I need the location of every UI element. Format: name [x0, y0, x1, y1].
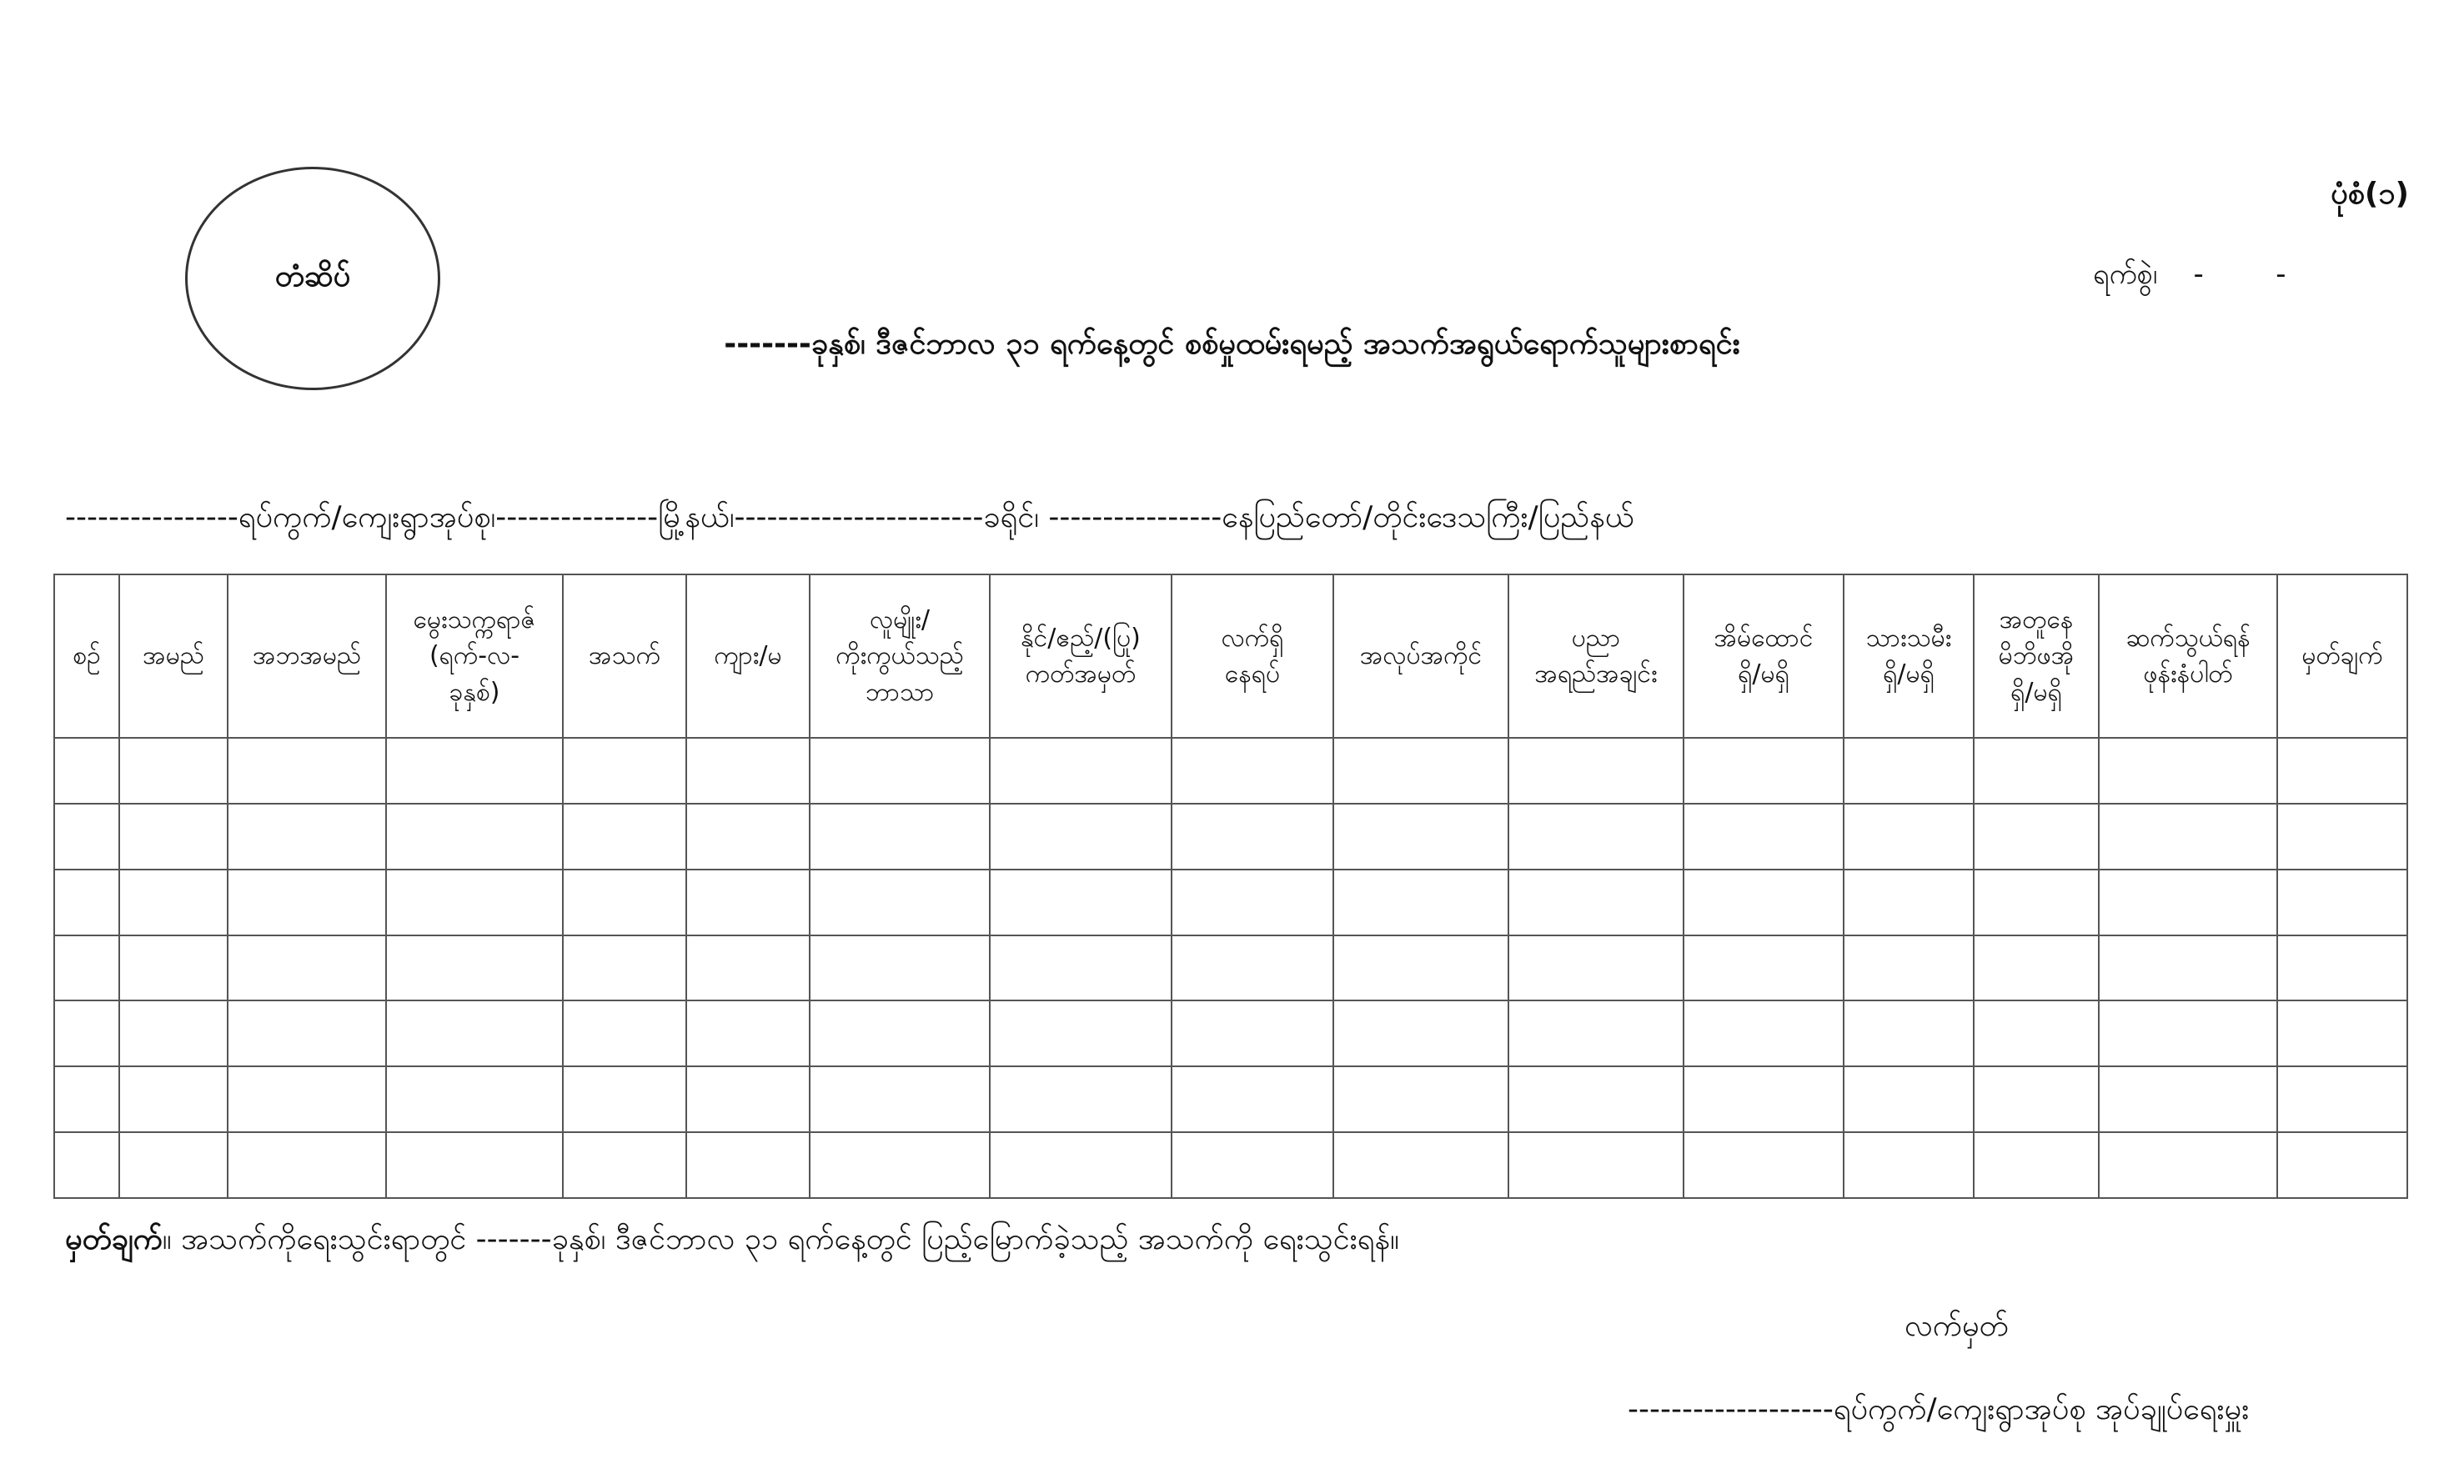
table-cell[interactable]	[2099, 1000, 2277, 1066]
table-cell[interactable]	[990, 935, 1172, 1001]
table-cell[interactable]	[1974, 738, 2099, 804]
table-cell[interactable]	[686, 935, 810, 1001]
table-cell[interactable]	[1974, 1066, 2099, 1132]
table-cell[interactable]	[119, 804, 228, 870]
table-cell[interactable]	[1974, 1000, 2099, 1066]
table-cell[interactable]	[1508, 1132, 1684, 1198]
column-header: လူမျိုး/ ကိုးကွယ်သည့် ဘာသာ	[810, 574, 990, 738]
table-cell[interactable]	[2099, 804, 2277, 870]
table-cell[interactable]	[2099, 738, 2277, 804]
table-cell[interactable]	[386, 1000, 563, 1066]
table-cell[interactable]	[1974, 870, 2099, 935]
table-row	[54, 1132, 2407, 1198]
table-cell[interactable]	[119, 935, 228, 1001]
table-cell[interactable]	[686, 1000, 810, 1066]
table-cell[interactable]	[1333, 804, 1508, 870]
table-cell[interactable]	[386, 1132, 563, 1198]
table-cell[interactable]	[54, 1066, 119, 1132]
table-cell[interactable]	[228, 1066, 386, 1132]
table-cell[interactable]	[386, 935, 563, 1001]
table-cell[interactable]	[228, 870, 386, 935]
table-cell[interactable]	[686, 870, 810, 935]
seal-label: တံဆိပ်	[274, 259, 351, 293]
column-header: စဉ်	[54, 574, 119, 738]
table-cell[interactable]	[563, 1066, 686, 1132]
table-cell[interactable]	[228, 1000, 386, 1066]
table-cell[interactable]	[990, 1132, 1172, 1198]
table-row	[54, 870, 2407, 935]
form-number: ပုံစံ(၁)	[2331, 177, 2409, 211]
table-cell[interactable]	[1172, 804, 1333, 870]
table-cell[interactable]	[990, 1000, 1172, 1066]
table-cell[interactable]	[228, 804, 386, 870]
table-cell[interactable]	[1333, 1132, 1508, 1198]
table-cell[interactable]	[1974, 804, 2099, 870]
note-label: မှတ်ချက်	[65, 1222, 163, 1256]
table-cell[interactable]	[2277, 738, 2407, 804]
table-cell[interactable]	[563, 870, 686, 935]
table-cell[interactable]	[1974, 1132, 2099, 1198]
table-cell[interactable]	[2099, 1066, 2277, 1132]
table-cell[interactable]	[1172, 1000, 1333, 1066]
table-cell[interactable]	[1844, 935, 1974, 1001]
note	[65, 1219, 1399, 1264]
table-cell[interactable]	[563, 804, 686, 870]
table-cell[interactable]	[563, 1132, 686, 1198]
table-cell[interactable]	[2277, 1066, 2407, 1132]
table-cell[interactable]	[1974, 935, 2099, 1001]
column-header: နိုင်/ဧည့်/(ပြု) ကတ်အမှတ်	[990, 574, 1172, 738]
table-cell[interactable]	[386, 738, 563, 804]
table-cell[interactable]	[54, 870, 119, 935]
table-cell[interactable]	[810, 804, 990, 870]
column-header: မွေးသက္ကရာဇ် (ရက်-လ- ခုနှစ်)	[386, 574, 563, 738]
column-header: မှတ်ချက်	[2277, 574, 2407, 738]
table-row	[54, 738, 2407, 804]
table-cell[interactable]	[1844, 738, 1974, 804]
table-cell[interactable]	[54, 935, 119, 1001]
table-cell[interactable]	[990, 738, 1172, 804]
table-cell[interactable]	[1684, 738, 1844, 804]
column-header: အမည်	[119, 574, 228, 738]
table-cell[interactable]	[1684, 1000, 1844, 1066]
column-header: သားသမီး ရှိ/မရှိ	[1844, 574, 1974, 738]
table-cell[interactable]	[54, 1000, 119, 1066]
table-cell[interactable]	[810, 935, 990, 1001]
table-cell[interactable]	[686, 1066, 810, 1132]
table-cell[interactable]	[1172, 738, 1333, 804]
table-cell[interactable]	[1333, 1000, 1508, 1066]
table-cell[interactable]	[1333, 935, 1508, 1001]
table-cell[interactable]	[1172, 935, 1333, 1001]
table-cell[interactable]	[1508, 870, 1684, 935]
table-cell[interactable]	[1684, 1132, 1844, 1198]
column-header: အတူနေ မိဘိဖအို ရှိ/မရှိ	[1974, 574, 2099, 738]
table-cell[interactable]	[1844, 1132, 1974, 1198]
table-cell[interactable]	[1508, 935, 1684, 1001]
table-row	[54, 804, 2407, 870]
table-cell[interactable]	[810, 1132, 990, 1198]
table-cell[interactable]	[1508, 738, 1684, 804]
table-cell[interactable]	[2277, 804, 2407, 870]
table-cell[interactable]	[563, 935, 686, 1001]
table-cell[interactable]	[2099, 870, 2277, 935]
table-cell[interactable]	[386, 804, 563, 870]
table-cell[interactable]	[686, 738, 810, 804]
table-cell[interactable]	[119, 870, 228, 935]
date-line: ရက်စွဲ၊ - -	[2093, 258, 2286, 291]
table-cell[interactable]	[810, 738, 990, 804]
table-cell[interactable]	[386, 870, 563, 935]
column-header: ကျား/မ	[686, 574, 810, 738]
table-cell[interactable]	[1172, 870, 1333, 935]
table-cell[interactable]	[1844, 804, 1974, 870]
table-cell[interactable]	[1172, 1066, 1333, 1132]
table-cell[interactable]	[1333, 870, 1508, 935]
table-cell[interactable]	[2099, 1132, 2277, 1198]
table-cell[interactable]	[1508, 804, 1684, 870]
table-cell[interactable]	[1844, 1000, 1974, 1066]
table-cell[interactable]	[119, 1000, 228, 1066]
table-cell[interactable]	[686, 1132, 810, 1198]
table-cell[interactable]	[1684, 935, 1844, 1001]
table-cell[interactable]	[119, 738, 228, 804]
table-row	[54, 1066, 2407, 1132]
table-cell[interactable]	[119, 1066, 228, 1132]
table-cell[interactable]	[386, 1066, 563, 1132]
column-header: အလုပ်အကိုင်	[1333, 574, 1508, 738]
table-cell[interactable]	[1333, 1066, 1508, 1132]
table-cell[interactable]	[54, 804, 119, 870]
table-cell[interactable]	[2277, 1132, 2407, 1198]
column-header: ပညာ အရည်အချင်း	[1508, 574, 1684, 738]
table-cell[interactable]	[54, 738, 119, 804]
table-row	[54, 935, 2407, 1001]
table-cell[interactable]	[2277, 935, 2407, 1001]
document-title: -------ခုနှစ်၊ ဒီဇင်ဘာလ ၃၁ ရက်နေ့တွင် စစ်မှုထမ်းရမည့် အသက်အရွယ်ရောက်သူများစာရင်း	[724, 327, 1740, 361]
location-line: ----------------ရပ်ကွက်/ကျေးရွာအုပ်စု၊---------------မြို့နယ်၊-----------------------ခရိုင်၊ ----------------နေပြည်တော်/တိုင်းဒေသကြီး/ပြည်နယ်	[65, 500, 1634, 534]
table-cell[interactable]	[810, 1000, 990, 1066]
signer-title: -------------------ရပ်ကွက်/ကျေးရွာအုပ်စု အုပ်ချုပ်ရေးမှူး	[1628, 1392, 2250, 1426]
note-text: ။ အသက်ကိုရေးသွင်းရာတွင် -------ခုနှစ်၊ ဒီဇင်ဘာလ ၃၁ ရက်နေ့တွင် ပြည့်မြောက်ခဲ့သည့် အသက်ကို ရေးသွင်းရန်။	[162, 1222, 1399, 1256]
signature-label: လက်မှတ်	[1904, 1309, 2009, 1343]
table-cell[interactable]	[2277, 870, 2407, 935]
column-header: အိမ်ထောင် ရှိ/မရှိ	[1684, 574, 1844, 738]
table-cell[interactable]	[2277, 1000, 2407, 1066]
table-cell[interactable]	[563, 738, 686, 804]
table-cell[interactable]	[228, 1132, 386, 1198]
table-cell[interactable]	[1844, 1066, 1974, 1132]
table-cell[interactable]	[810, 1066, 990, 1132]
table-cell[interactable]	[54, 1132, 119, 1198]
table-cell[interactable]	[1684, 1066, 1844, 1132]
table-cell[interactable]	[563, 1000, 686, 1066]
table-row	[54, 1000, 2407, 1066]
register-table	[53, 574, 2408, 1199]
table-header-row	[54, 574, 2407, 738]
column-header: လက်ရှိ နေရပ်	[1172, 574, 1333, 738]
table-cell[interactable]	[1508, 1066, 1684, 1132]
table-cell[interactable]	[1508, 1000, 1684, 1066]
table-cell[interactable]	[1844, 870, 1974, 935]
table-cell[interactable]	[2099, 935, 2277, 1001]
column-header: အသက်	[563, 574, 686, 738]
table-cell[interactable]	[1172, 1132, 1333, 1198]
table-cell[interactable]	[686, 804, 810, 870]
table-cell[interactable]	[990, 1066, 1172, 1132]
table-cell[interactable]	[1333, 738, 1508, 804]
table-cell[interactable]	[119, 1132, 228, 1198]
column-header: ဆက်သွယ်ရန် ဖုန်းနံပါတ်	[2099, 574, 2277, 738]
table-cell[interactable]	[1684, 870, 1844, 935]
table-cell[interactable]	[990, 804, 1172, 870]
table-cell[interactable]	[810, 870, 990, 935]
column-header: အဘအမည်	[228, 574, 386, 738]
table-cell[interactable]	[228, 935, 386, 1001]
table-cell[interactable]	[228, 738, 386, 804]
table-cell[interactable]	[990, 870, 1172, 935]
table-cell[interactable]	[1684, 804, 1844, 870]
